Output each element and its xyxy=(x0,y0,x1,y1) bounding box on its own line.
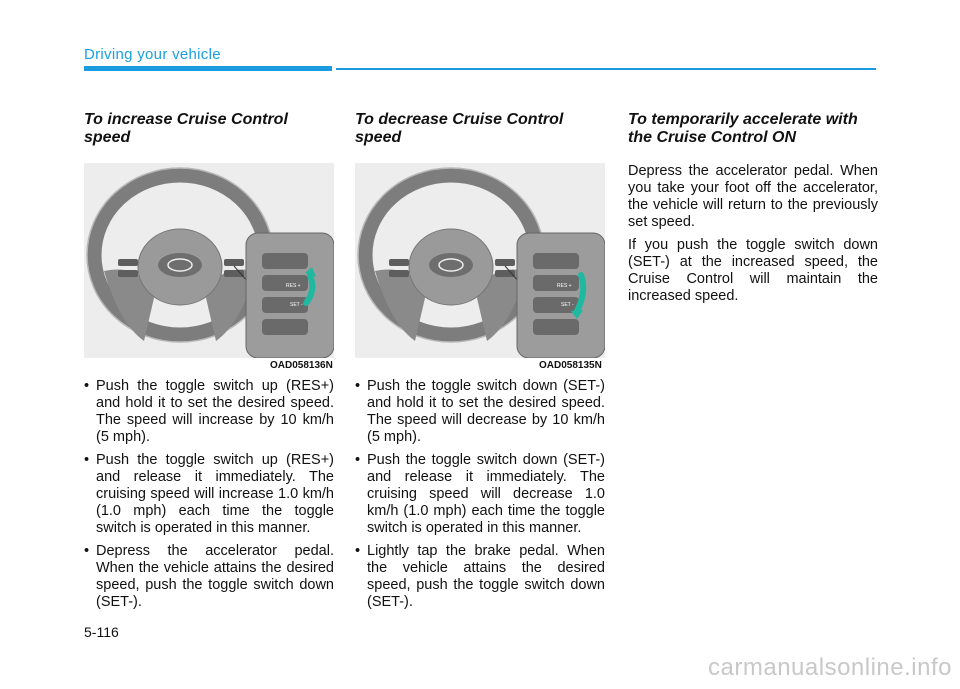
bullet-item: • Push the toggle switch down (SET-) and hold it to set the desired speed. The speed will decrease by 10 km/h (5 mph). xyxy=(355,378,605,445)
bullet-item: • Push the toggle switch down (SET-) and release it immediately. The cruising speed will decrease 1.0 km/h (1.0 mph) each time the toggle switch is operated in this manner. xyxy=(355,452,605,536)
column-increase-speed xyxy=(84,111,334,617)
paragraph: If you push the toggle switch down (SET-) at the increased speed, the Cruise Control will maintain the increased speed. xyxy=(628,237,878,304)
bullet-dot: • xyxy=(84,452,90,468)
header-rule-thin xyxy=(336,68,876,70)
page-number: 5-116 xyxy=(84,624,119,640)
steering-wheel-figure-res xyxy=(84,163,334,358)
column-temporary-accelerate xyxy=(628,111,878,311)
section-header: Driving your vehicle xyxy=(84,46,221,63)
res-label: RES + xyxy=(557,283,572,289)
bullet-item: • Lightly tap the brake pedal. When the vehicle attains the desired speed, push the toggle switch down (SET-). xyxy=(355,543,605,610)
watermark: carmanualsonline.info xyxy=(708,654,952,681)
bullet-dot: • xyxy=(355,452,361,468)
res-label: RES + xyxy=(286,283,301,289)
set-label: SET - xyxy=(290,302,303,308)
figure-code: OAD058135N xyxy=(539,360,602,371)
column-decrease-speed xyxy=(355,111,605,617)
switch-closeup-panel xyxy=(246,233,334,358)
figure-code: OAD058136N xyxy=(270,360,333,371)
heading-temporary-accelerate: To temporarily accelerate with the Cruise Control ON xyxy=(628,111,858,146)
bullet-item: • Depress the accelerator pedal. When the vehicle attains the desired speed, push the toggle switch down (SET-). xyxy=(84,543,334,610)
bullet-dot: • xyxy=(355,378,361,394)
bullet-item: • Push the toggle switch up (RES+) and hold it to set the desired speed. The speed will increase by 10 km/h (5 mph). xyxy=(84,378,334,445)
paragraph: Depress the accelerator pedal. When you take your foot off the accelerator, the vehicle will return to the previously set speed. xyxy=(628,163,878,230)
set-label: SET - xyxy=(561,302,574,308)
switch-closeup-panel xyxy=(517,233,605,358)
bullet-dot: • xyxy=(84,543,90,559)
steering-wheel-figure-set xyxy=(355,163,605,358)
bullet-dot: • xyxy=(355,543,361,559)
header-rule-thick xyxy=(84,66,332,71)
bullet-item: • Push the toggle switch up (RES+) and release it immediately. The cruising speed will increase 1.0 km/h (1.0 mph) each time the toggle switch is operated in this manner. xyxy=(84,452,334,536)
bullet-dot: • xyxy=(84,378,90,394)
heading-increase-speed: To increase Cruise Control speed xyxy=(84,111,288,146)
heading-decrease-speed: To decrease Cruise Control speed xyxy=(355,111,564,146)
